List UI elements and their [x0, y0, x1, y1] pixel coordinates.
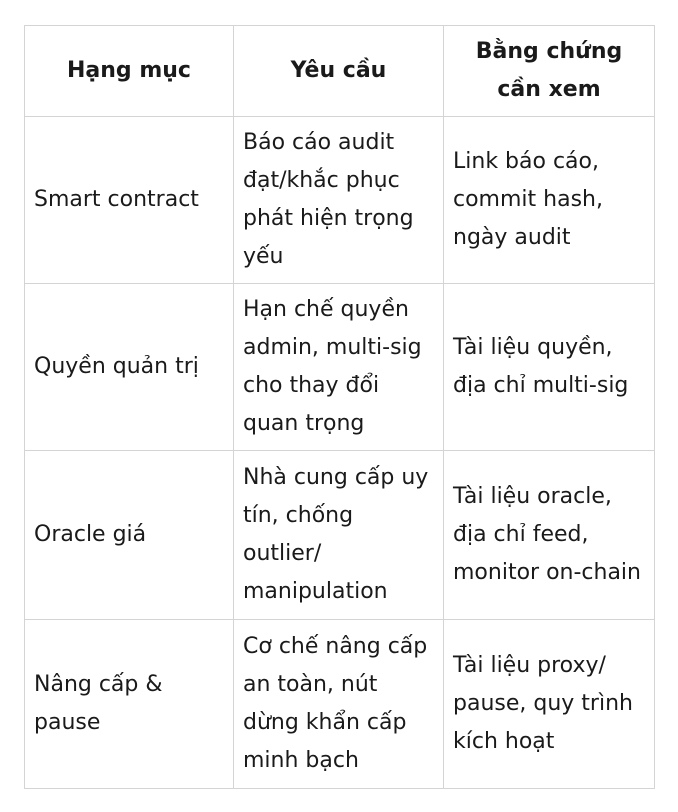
table-row	[25, 620, 655, 789]
table-row	[25, 284, 655, 451]
cell-evidence: Link báo cáo, commit hash, ngày audit	[444, 117, 655, 284]
table-row	[25, 117, 655, 284]
cell-evidence: Tài liệu proxy/ pause, quy trình kích hoạt	[444, 620, 655, 789]
header-row	[25, 26, 655, 117]
cell-requirement: Báo cáo audit đạt/khắc phục phát hiện trọng yếu	[234, 117, 444, 284]
cell-category: Nâng cấp & pause	[25, 620, 234, 789]
cell-category: Quyền quản trị	[25, 284, 234, 451]
cell-evidence: Tài liệu quyền, địa chỉ multi-sig	[444, 284, 655, 451]
cell-requirement: Cơ chế nâng cấp an toàn, nút dừng khẩn cấp minh bạch	[234, 620, 444, 789]
cell-category: Smart contract	[25, 117, 234, 284]
column-header-evidence: Bằng chứng cần xem	[444, 26, 655, 117]
table-row	[25, 451, 655, 620]
cell-requirement: Hạn chế quyền admin, multi-sig cho thay đổi quan trọng	[234, 284, 444, 451]
column-header-requirement: Yêu cầu	[234, 26, 444, 117]
cell-category: Oracle giá	[25, 451, 234, 620]
cell-evidence: Tài liệu oracle, địa chỉ feed, monitor on-chain	[444, 451, 655, 620]
cell-requirement: Nhà cung cấp uy tín, chống outlier/ manipulation	[234, 451, 444, 620]
checklist-table	[24, 25, 655, 789]
column-header-category: Hạng mục	[25, 26, 234, 117]
